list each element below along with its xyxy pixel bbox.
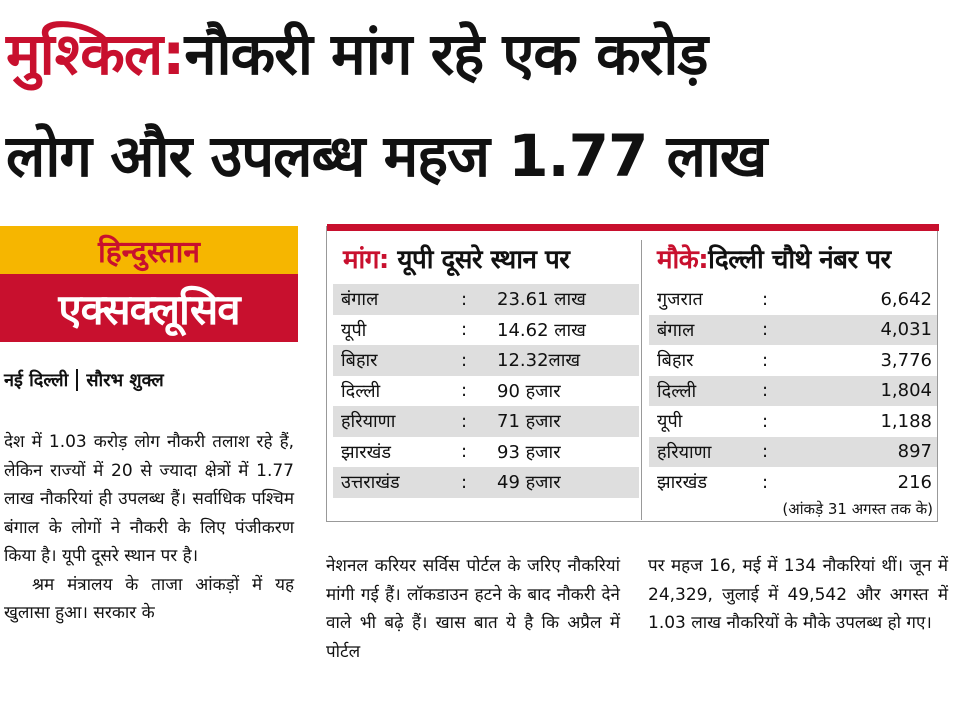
headline-kicker: मुश्किल [6,20,163,88]
table-row [649,345,937,376]
table-row [649,406,937,437]
demand-value: 71 हजार [497,411,561,433]
headline-line-1-text: नौकरी मांग रहे एक करोड़ [184,20,708,88]
brand-logo [0,226,298,342]
row-separator: : [762,380,769,402]
headline-line-2: लोग और उपलब्ध महज 1.77 लाख [6,122,767,190]
state-name: हरियाणा [341,411,396,433]
row-separator: : [461,441,468,463]
info-box [326,226,938,522]
row-separator: : [762,410,769,432]
table-row [649,284,937,315]
table-row [649,315,937,346]
state-name: बिहार [341,350,378,372]
jobs-value: 4,031 [880,319,932,341]
byline-author: सौरभ शुक्ल [86,370,164,391]
state-name: यूपी [657,411,683,433]
row-separator: : [461,471,468,493]
state-name: बंगाल [657,319,695,341]
table-row [333,315,639,346]
article-paragraph: देश में 1.03 करोड़ लोग नौकरी तलाश रहे हैं, लेकिन राज्यों में 20 से ज्यादा क्षेत्रों में 1.77 लाख नौकरियां ही उपलब्ध हैं। सर्वाधिक पश्चिम बंगाल के लोगों ने नौकरी के लिए पंजीकरण किया है। यूपी दूसरे स्थान पर है। [4,432,294,566]
jobs-value: 1,188 [880,410,932,432]
row-separator: : [762,349,769,371]
byline-place: नई दिल्ली [4,370,69,391]
demand-value: 14.62 लाख [497,319,586,341]
row-separator: : [461,288,468,310]
demand-value: 49 हजार [497,472,561,494]
article-paragraph: पर महज 16, मई में 134 नौकरियां थीं। जून में 24,329, जुलाई में 49,542 और अगस्त में 1.03 लाख नौकरियों के मौके उपलब्ध हो गए। [648,556,948,633]
state-name: झारखंड [657,472,707,494]
row-separator: : [461,319,468,341]
brand-tag: एक्सक्लूसिव [0,274,298,342]
row-separator: : [461,380,468,402]
demand-value: 23.61 लाख [497,289,586,311]
article-paragraph: नेशनल करियर सर्विस पोर्टल के जरिए नौकरियां मांगी गई हैं। लॉकडाउन हटने के बाद नौकरी देने वाले भी बढ़े हैं। खास बात ये है कि अप्रैल में पोर्टल [326,556,620,662]
row-separator: : [762,441,769,463]
row-separator: : [762,319,769,341]
demand-value: 93 हजार [497,441,561,463]
headline-line-1 [6,16,707,92]
info-box-top-bar [327,224,939,231]
demand-table-title [343,240,569,276]
state-name: हरियाणा [657,441,712,463]
headline-colon: : [162,20,185,88]
data-footnote: (आंकड़े 31 अगस्त तक के) [782,500,933,518]
demand-table [333,284,639,498]
article-column-3 [648,552,948,638]
info-box-divider [641,240,642,520]
table-row [333,284,639,315]
row-separator: : [762,471,769,493]
table-row [333,467,639,498]
article-column-2 [326,552,620,666]
state-name: बिहार [657,350,694,372]
state-name: उत्तराखंड [341,472,400,494]
jobs-table-title [657,240,891,276]
demand-title-kicker: मांग: [343,245,389,275]
table-row [333,376,639,407]
state-name: दिल्ली [657,380,697,402]
table-row [649,376,937,407]
jobs-value: 6,642 [880,288,932,310]
jobs-value: 216 [897,471,932,493]
table-row [333,345,639,376]
state-name: दिल्ली [341,380,381,402]
jobs-value: 1,804 [880,380,932,402]
jobs-table [649,284,937,498]
row-separator: : [461,349,468,371]
demand-value: 90 हजार [497,380,561,402]
article-column-1 [4,428,294,628]
state-name: झारखंड [341,441,391,463]
table-row [649,437,937,468]
row-separator: : [762,288,769,310]
byline [4,368,164,392]
jobs-value: 897 [897,441,932,463]
brand-name: हिन्दुस्तान [0,226,298,274]
byline-separator [76,369,78,391]
table-row [649,467,937,498]
table-row [333,437,639,468]
jobs-title-text: दिल्ली चौथे नंबर पर [708,245,891,275]
jobs-title-kicker: मौके: [657,245,709,275]
article-paragraph: श्रम मंत्रालय के ताजा आंकड़ों में यह खुलासा हुआ। सरकार के [4,574,294,623]
state-name: गुजरात [657,289,703,311]
demand-value: 12.32लाख [497,350,581,372]
state-name: यूपी [341,319,367,341]
table-row [333,406,639,437]
row-separator: : [461,410,468,432]
demand-title-text: यूपी दूसरे स्थान पर [388,245,570,275]
jobs-value: 3,776 [880,349,932,371]
state-name: बंगाल [341,289,379,311]
